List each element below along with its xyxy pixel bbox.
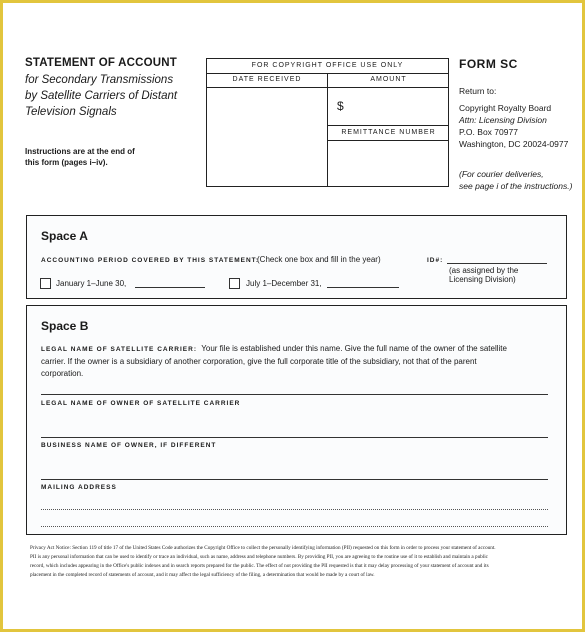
courier-note	[459, 168, 572, 192]
subtitle-line: Television Signals	[25, 106, 117, 118]
satellite-carrier-name-field[interactable]	[41, 394, 548, 395]
dollar-sign: $	[337, 99, 344, 113]
courier-line: (For courier deliveries,	[459, 169, 544, 179]
space-a-title: Space A	[41, 229, 88, 243]
instructions-line: Instructions are at the end of	[25, 147, 135, 156]
carrier-text-line	[41, 343, 556, 356]
id-note	[449, 266, 518, 284]
date-received-label: DATE RECEIVED	[207, 73, 327, 88]
mailing-address-label: MAILING ADDRESS	[41, 484, 117, 491]
privacy-line: Privacy Act Notice: Section 119 of title 17 of the United States Code authorizes the Copyright Office to collect the personally identifying information (PII) requested on this form in order to process your statement of account.	[30, 545, 496, 551]
owner-name-label: LEGAL NAME OF OWNER OF SATELLITE CARRIER	[41, 400, 241, 407]
address-line: Washington, DC 20024-0977	[459, 139, 569, 149]
period-jan-jun-label: January 1–June 30,	[56, 279, 127, 288]
id-number-field[interactable]	[447, 263, 547, 264]
amount-label: AMOUNT	[328, 73, 449, 88]
period-jul-dec-year-field[interactable]	[327, 287, 399, 288]
period-jan-jun-checkbox[interactable]	[40, 278, 51, 289]
accounting-period-label: ACCOUNTING PERIOD COVERED BY THIS STATEMENT:	[41, 257, 260, 264]
subtitle-line: by Satellite Carriers of Distant	[25, 90, 178, 102]
address-line: P.O. Box 70977	[459, 127, 518, 137]
return-to-label: Return to:	[459, 86, 497, 96]
space-b-title: Space B	[41, 319, 89, 333]
period-jul-dec-label: July 1–December 31,	[246, 279, 322, 288]
office-use-header: FOR COPYRIGHT OFFICE USE ONLY	[207, 59, 448, 74]
form-title: STATEMENT OF ACCOUNT	[25, 57, 177, 69]
business-name-field[interactable]	[41, 479, 548, 480]
subtitle-line: for Secondary Transmissions	[25, 74, 174, 86]
mailing-address-line-2[interactable]	[41, 526, 548, 527]
id-note-line: (as assigned by the	[449, 266, 519, 275]
satellite-carrier-label: LEGAL NAME OF SATELLITE CARRIER:	[41, 346, 197, 353]
privacy-act-notice	[30, 544, 560, 580]
id-note-line: Licensing Division)	[449, 275, 516, 284]
business-name-label: BUSINESS NAME OF OWNER, IF DIFFERENT	[41, 442, 217, 449]
period-jan-jun-year-field[interactable]	[135, 287, 205, 288]
form-id: FORM SC	[459, 57, 518, 71]
office-use-box	[206, 58, 449, 187]
privacy-line: record, which includes appearing in the Office's public indexes and in search reports prepared for the public. The effect of not providing the PII requested is that it may delay processing of your statement of account and its	[30, 563, 489, 569]
space-a	[26, 215, 567, 299]
space-b	[26, 305, 567, 535]
form-subtitle	[25, 72, 210, 120]
privacy-line: PII is any personal information that can be used to identify or trace an individual, such as name, address and telephone numbers. By providing PII, you are agreeing to the routine use of it to establish and maintain a public	[30, 554, 488, 560]
id-label: ID#:	[427, 257, 444, 264]
carrier-text-line: carrier. If the owner is a subsidiary of another corporation, give the full corporate title of the subsidiary, not that of the parent	[41, 357, 477, 366]
remittance-number-label: REMITTANCE NUMBER	[328, 125, 449, 141]
accounting-period-instructions: (Check one box and fill in the year)	[257, 255, 381, 264]
address-line: Attn: Licensing Division	[459, 115, 547, 125]
satellite-carrier-description	[41, 343, 556, 380]
carrier-text-line-1: Your file is established under this name. Give the full name of the owner of the satellite	[201, 344, 507, 353]
mailing-address-line-1[interactable]	[41, 509, 548, 510]
instructions-line: this form (pages i–iv).	[25, 158, 108, 167]
carrier-text-line: corporation.	[41, 369, 84, 378]
address-line: Copyright Royalty Board	[459, 103, 552, 113]
period-jul-dec-checkbox[interactable]	[229, 278, 240, 289]
mailing-address-block	[459, 102, 579, 150]
privacy-line: placement in the completed record of statements of account, and it may affect the legal sufficiency of the filing, a determination that would be made by a court of law.	[30, 572, 375, 578]
owner-name-field[interactable]	[41, 437, 548, 438]
courier-line: see page i of the instructions.)	[459, 181, 573, 191]
instructions-note	[25, 146, 165, 168]
